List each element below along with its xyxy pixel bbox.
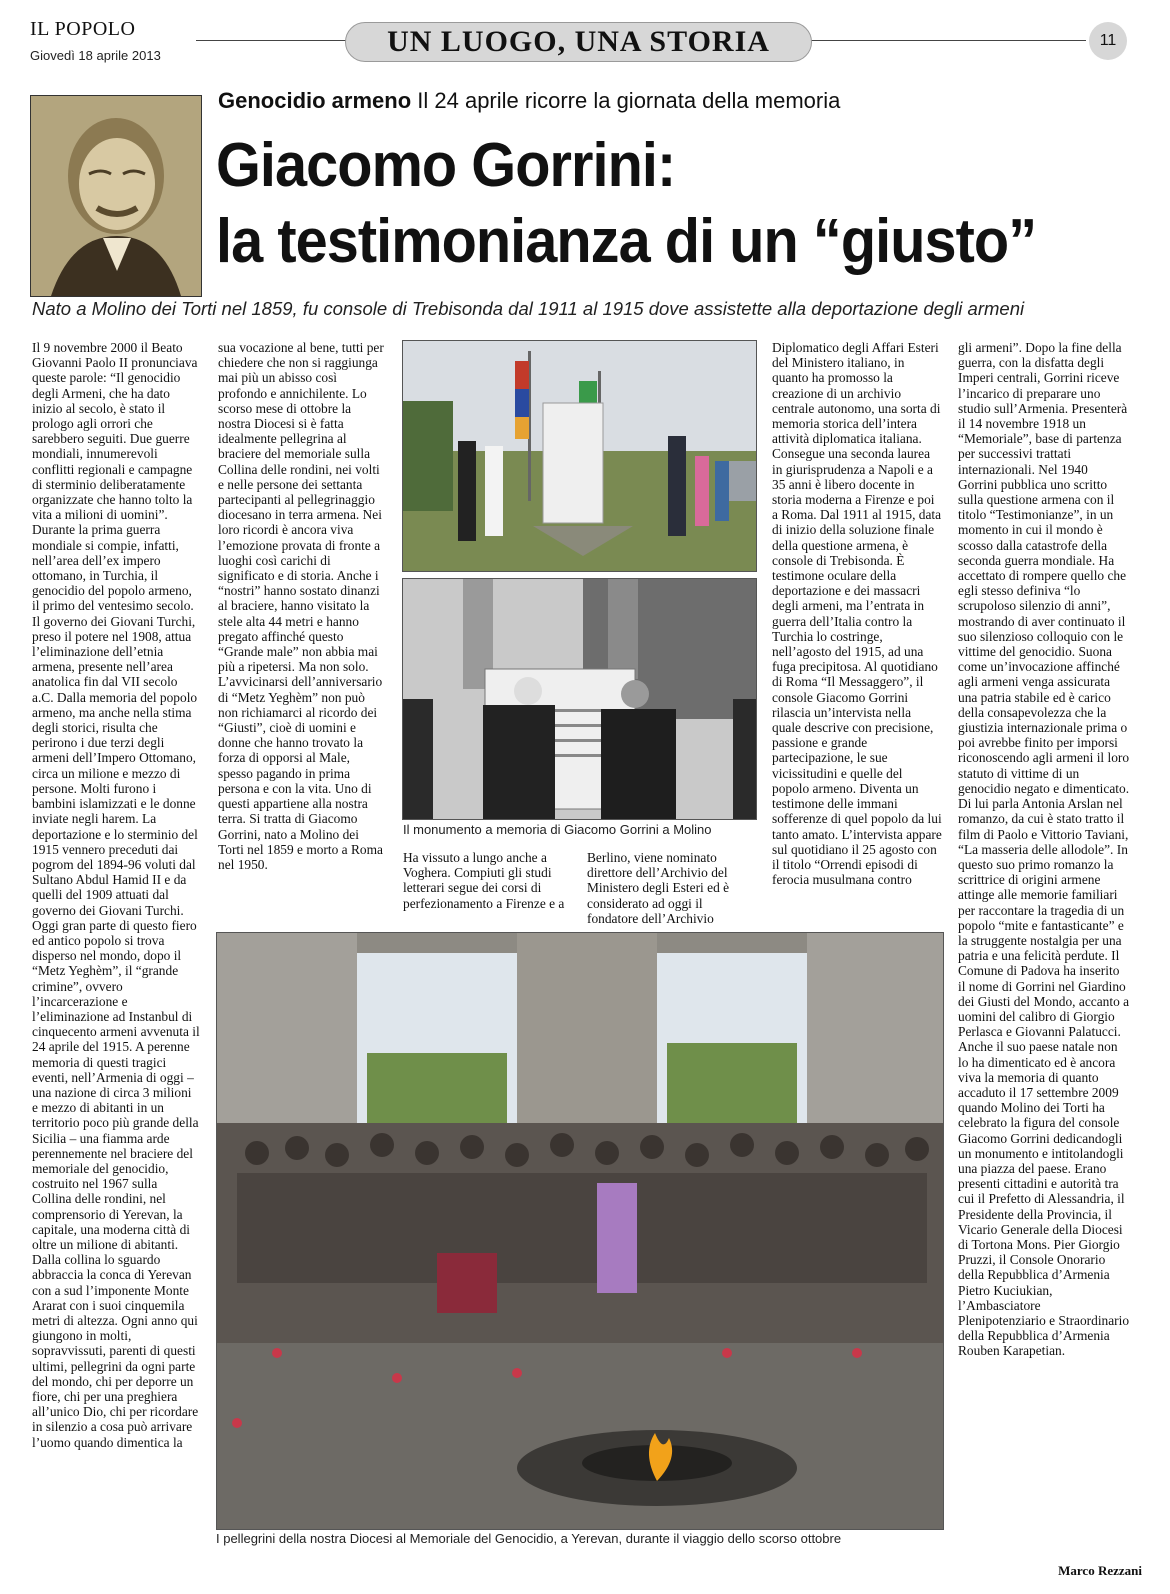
column-3-text: Ha vissuto a lungo anche a Voghera. Compiuti gli studi letterari segue dei corsi di perfezionamento a Firenze e a: [403, 850, 565, 911]
monument-scene: [403, 341, 756, 571]
article-column-4: [587, 850, 755, 926]
author-signature: Marco Rezzani: [1058, 1563, 1142, 1578]
subheadline: Nato a Molino dei Torti nel 1859, fu console di Trebisonda dal 1911 al 1915 dove assistette alla deportazione degli armeni: [32, 298, 1025, 319]
group-photo: [216, 932, 944, 1530]
portrait-photo: [30, 95, 202, 297]
ceremony-scene: [403, 579, 756, 819]
headline: [216, 128, 1081, 280]
portrait-illustration: [31, 96, 201, 296]
column-6-text: gli armeni”. Dopo la fine della guerra, con la disfatta degli Imperi centrali, Gorrini riceve l’incarico di preparare uno studio sull’Armenia. Presenterà il 14 novembre 1918 un “Memoriale”, base di partenza per successivi trattati internazionali. Nel 1940 Gorrini pubblica uno scritto sulla questione armena con il titolo “Testimonianze”, in un momento in cui il mondo è scosso dalla catastrofe della seconda guerra mondiale. Ha accettato di rompere quello che egli stesso definiva “lo scrupoloso silenzio di anni”, mostrando di aver continuato il suo silenzioso colloquio con le vittime del genocidio. Suona come un’invocazione affinché agli armeni venga assicurata una patria stabile ed è carico della consapevolezza che la giustizia internazionale prima o poi avrebbe finito per imporsi riconoscendo agli armeni il loro statuto di vittime di un genocidio negato e dimenticato. Di lui parla Antonia Arslan nel romanzo, da cui è stato tratto il film di Paolo e Vittorio Taviani, “La masseria delle allodole”. In questo suo primo romanzo la scrittrice di origini armene attinge alle memorie familiari per raccontare la tragedia di un popolo “mite e fantasticante” e la struggente nostalgia per una patria e una felicità perdute. Il Comune di Padova ha inserito il nome di Gorrini nel Giardino dei Giusti del Mondo, accanto a uomini del calibro di Giorgio Perlasca e Giovanni Palatucci. Anche il suo paese natale non lo ha dimenticato ed è ancora viva la memoria di quanto accaduto il 17 settembre 2009 quando Molino dei Torti ha celebrato la figura del console Giacomo Gorrini dedicandogli un monumento e intitolandogli una piazza del paese. Erano presenti cittadini e autorità tra cui il Prefetto di Alessandria, il Presidente della Provincia, il Vicario Generale della Diocesi di Tortona Mons. Pier Giorgio Pruzzi, il Console Onorario della Repubblica d’Armenia Pietro Kuciukian, l’Ambasciatore Plenipotenziario e Straordinario della Repubblica d’Armenia Rouben Karapetian.: [958, 340, 1130, 1359]
headline-line-2: la testimonianza di un “giusto”: [216, 207, 1037, 276]
kicker-topic: Genocidio armeno: [218, 88, 412, 113]
column-1-text: Il 9 novembre 2000 il Beato Giovanni Paolo II pronunciava queste parole: “Il genocidio degli Armeni, che ha dato inizio al secolo, è stato il prologo agli orrori che sarebbero seguiti. Due guerre mondiali, innumerevoli conflitti regionali e campagne di sterminio deliberatamente organizzate che hanno tolto la vita a milioni di uomini”. Durante la prima guerra mondiale si compie, infatti, nell’area dell’ex impero ottomano, in Turchia, il genocidio del popolo armeno, il primo del ventesimo secolo. Il governo dei Giovani Turchi, preso il potere nel 1908, attua l’eliminazione dell’etnia armena, presente nell’area anatolica fin dal VII secolo a.C. Dalla memoria del popolo armeno, ma anche nella stima degli storici, risulta che perirono i due terzi degli armeni dell’Impero Ottomano, circa un milione e mezzo di persone. Molti furono i bambini islamizzati e le donne inviate negli harem. La deportazione e lo sterminio del 1915 vennero preceduti dai pogrom del 1894-96 voluti dal Sultano Abdul Hamid II e da quelli del 1909 attuati dal governo dei Giovani Turchi. Oggi gran parte di questo fiero ed antico popolo si trova disperso nel mondo, dopo il “Metz Yeghèm”, il “grande crimine”, ovvero l’incarcerazione e l’eliminazione ad Instanbul di cinquecento armeni avvenuta il 24 aprile del 1915. A perenne memoria di questi tragici eventi, nell’Armenia di oggi – una nazione di circa 3 milioni e mezzo di abitanti in un territorio poco più grande della Sicilia – una fiamma arde perennemente nel braciere del memoriale del genocidio, costruito nel 1967 sulla Collina delle rondini, nel comprensorio di Yerevan, la capitale, una moderna città di oltre un milione di abitanti. Dalla collina lo sguardo abbraccia la conca di Yerevan con a sud l’imponente Monte Ararat con i suoi cinquemila metri di altezza. Ogni anno qui giungono in molti, sopravvissuti, parenti di questi ultimi, pellegrini da ogni parte del mondo, chi per deporre un fiore, chi per una preghiera all’unico Dio, chi per ricordare in silenzio a cosa può arrivare l’uomo quando dimentica la: [32, 340, 200, 1450]
monument-photo-color: [402, 340, 757, 572]
article-column-1: [32, 340, 200, 1560]
group-caption: I pellegrini della nostra Diocesi al Memoriale del Genocidio, a Yerevan, durante il viaggio dello scorso ottobre: [216, 1531, 842, 1546]
section-title: UN LUOGO, UNA STORIA: [345, 22, 812, 62]
column-4-text: Berlino, viene nominato direttore dell’Archivio del Ministero degli Esteri ed è considerato ad oggi il fondatore dell’Archivio: [587, 850, 730, 926]
page-number: 11: [1089, 22, 1127, 60]
column-2-text: sua vocazione al bene, tutti per chiedere che non si raggiunga mai più un abisso così profondo e annichilente. Lo scorso mese di ottobre la nostra Diocesi si è fatta idealmente pellegrina al braciere del memoriale sulla Collina delle rondini, nei volti e nelle persone dei settanta partecipanti al pellegrinaggio diocesano in terra armena. Nei loro ricordi è ancora viva l’emozione provata di fronte a luoghi così carichi di significato e di storia. Anche i “nostri” hanno sostato dinanzi al braciere, hanno visitato la stele alta 44 metri e hanno pregato affinché questo “Grande male” non abbia mai più a ripetersi. Ma non solo. L’avvicinarsi dell’anniversario di “Metz Yeghèm” non può non richiamarci al ricordo dei “Giusti”, cioè di uomini e donne che hanno trovato la forza di opporsi al Male, spesso pagando in prima persona e con la vita. Uno di questi appartiene alla nostra terra. Si tratta di Giacomo Gorrini, nato a Molino dei Torti nel 1859 e morto a Roma nel 1950.: [218, 340, 384, 872]
column-5-text: Diplomatico degli Affari Esteri del Ministero italiano, in quanto ha promosso la creazione di un archivio centrale autonomo, una sorta di memoria storica dell’intera attività diplomatica italiana. Consegue una seconda laurea in giurisprudenza a Napoli e a 35 anni è libero docente in storia moderna a Firenze e poi a Roma. Dal 1911 al 1915, data di inizio della soluzione finale della questione armena, è console di Trebisonda. È testimone oculare della deportazione e dei massacri degli armeni, ma l’entrata in guerra dell’Italia contro la Turchia lo costringe, nell’agosto del 1915, ad una fuga precipitosa. Al quotidiano di Roma “Il Messaggero”, il console Giacomo Gorrini rilascia un’intervista nella quale descrive con precisione, passione e grande partecipazione, le sue vicissitudini e quelle del popolo armeno. Diventa un testimone delle immani sofferenze di quel popolo da lui tanto amato. L’intervista appare sul quotidiano il 25 agosto con il titolo “Orrendi episodi di ferocia musulmana contro: [772, 340, 942, 888]
headline-line-1: Giacomo Gorrini:: [216, 131, 676, 200]
monument-photo-bw: [402, 578, 757, 820]
article-column-2: [218, 340, 386, 930]
kicker: [218, 88, 840, 114]
article-column-3: [403, 850, 571, 911]
kicker-text: Il 24 aprile ricorre la giornata della memoria: [411, 88, 841, 113]
article-column-5: [772, 340, 942, 930]
newspaper-name: IL POPOLO: [30, 18, 136, 40]
memorial-scene: [217, 933, 943, 1529]
article-column-6: [958, 340, 1130, 1560]
monument-caption: Il monumento a memoria di Giacomo Gorrini a Molino: [403, 822, 712, 837]
issue-date: Giovedì 18 aprile 2013: [30, 48, 161, 63]
